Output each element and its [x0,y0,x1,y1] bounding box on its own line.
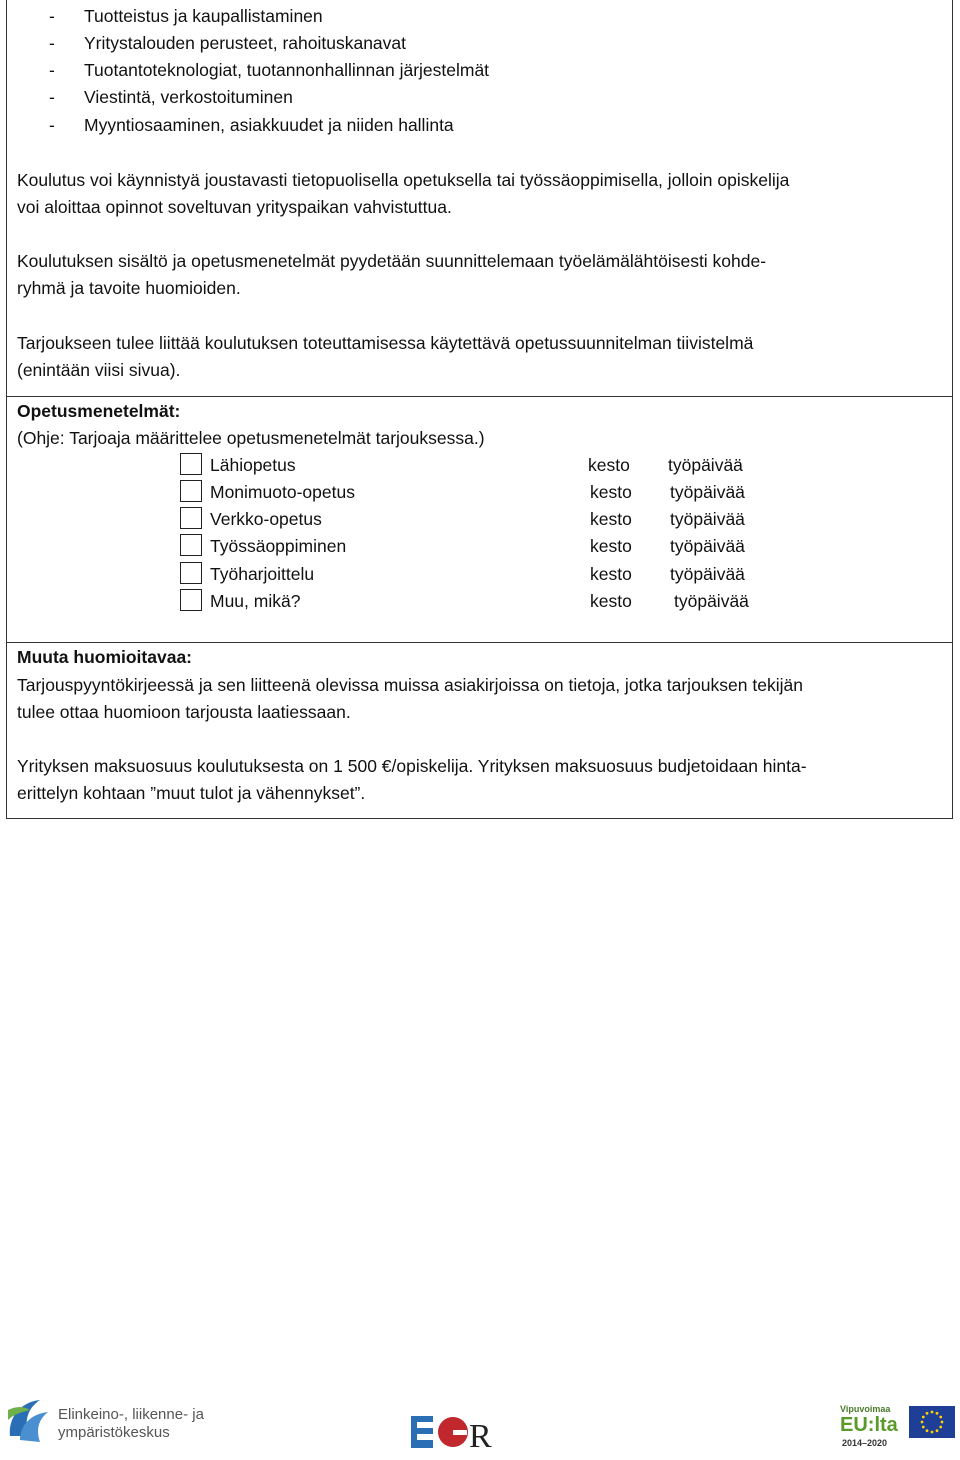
paragraph-content-planning: Koulutuksen sisältö ja opetusmenetelmät pyydetään suunnittelemaan työelämälähtöisesti kohde- ryhmä ja tavoite huomioiden. [17,251,767,298]
method-checkbox[interactable] [180,562,202,584]
method-label: Työssäoppiminen [210,536,347,556]
method-label: Monimuoto-opetus [210,482,355,502]
duration-label: kesto [590,509,632,529]
method-checkbox[interactable] [180,453,202,475]
duration-label: kesto [590,564,632,584]
duration-unit: työpäivää [670,536,745,556]
method-label: Verkko-opetus [210,509,322,529]
ely-centre-name: Elinkeino-, liikenne- ja ympäristökeskus [58,1406,204,1441]
ely-emblem-icon [6,1396,54,1446]
method-checkbox[interactable] [180,534,202,556]
notes-heading: Muuta huomioitavaa: [17,647,193,667]
method-checkbox[interactable] [180,589,202,611]
duration-unit: työpäivää [670,564,745,584]
method-label: Lähiopetus [210,455,296,475]
duration-label: kesto [590,536,632,556]
paragraph-curriculum-attachment: Tarjoukseen tulee liittää koulutuksen toteuttamisessa käytettävä opetussuunnitelman tiivistelmä (enintään viisi sivua). [17,333,754,380]
duration-label: kesto [588,455,630,475]
list-item: - Tuotantoteknologiat, tuotannonhallinnan järjestelmät [49,60,490,80]
method-checkbox[interactable] [180,507,202,529]
method-checkbox[interactable] [180,480,202,502]
egr-wordmark-icon [409,1412,499,1452]
list-item: - Myyntiosaaminen, asiakkuudet ja niiden hallinta [49,115,454,135]
methods-heading: Opetusmenetelmät: [17,401,181,421]
list-item: - Yritystalouden perusteet, rahoituskanavat [49,33,406,53]
list-item: - Tuotteistus ja kaupallistaminen [49,6,323,26]
duration-label: kesto [590,482,632,502]
duration-label: kesto [590,591,632,611]
eu-funding-logo: Vipuvoimaa EU:lta 2014–2020 [840,1402,955,1450]
paragraph-documents: Tarjouspyyntökirjeessä ja sen liitteenä olevissa muissa asiakirjoissa on tietoja, jotka tarjouksen tekijän tulee ottaa huomioon tarjousta laatiessaan. [17,675,803,722]
method-label: Muu, mikä? [210,591,301,611]
ely-centre-logo [6,1396,204,1446]
svg-text:R: R [469,1418,492,1452]
duration-unit: työpäivää [674,591,749,611]
methods-instruction: (Ohje: Tarjoaja määrittelee opetusmenetelmät tarjouksessa.) [17,428,485,448]
duration-unit: työpäivää [670,482,745,502]
paragraph-payment-share: Yrityksen maksuosuus koulutuksesta on 1 500 €/opiskelija. Yrityksen maksuosuus budjetoidaan hinta- erittelyn kohtaan ”muut tulot ja vähennykset”. [17,756,807,803]
method-label: Työharjoittelu [210,564,315,584]
list-item: - Viestintä, verkostoituminen [49,87,293,107]
eu-flag-icon [909,1406,955,1438]
paragraph-start-flexibility: Koulutus voi käynnistyä joustavasti tietopuolisella opetuksella tai työssäoppimisella, jolloin opiskelija voi aloittaa opinnot soveltuvan yrityspaikan vahvistuttua. [17,170,790,217]
egr-logo [409,1412,499,1452]
duration-unit: työpäivää [668,455,743,475]
duration-unit: työpäivää [670,509,745,529]
